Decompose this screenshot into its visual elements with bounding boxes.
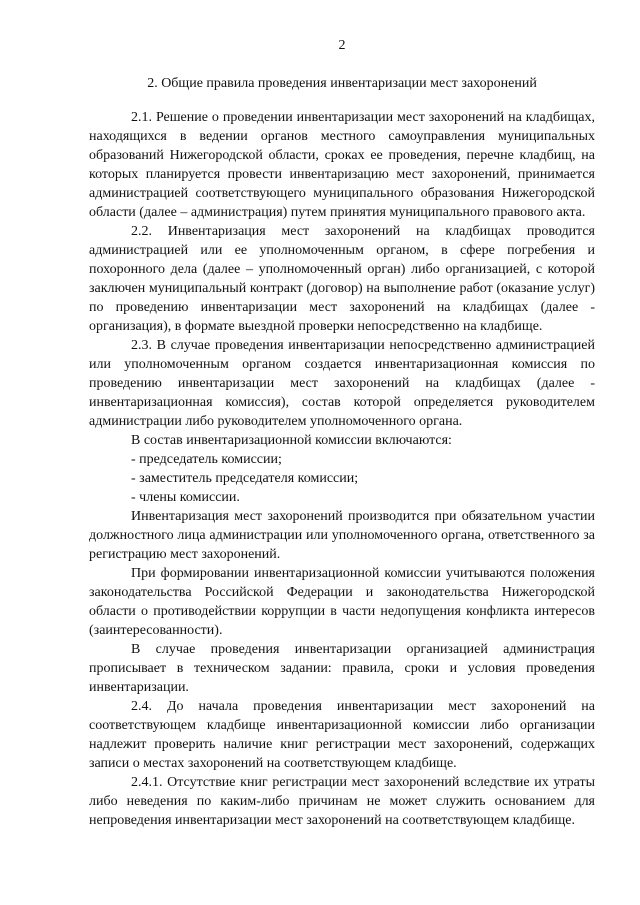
paragraph-2-4-1: 2.4.1. Отсутствие книг регистрации мест захоронений вследствие их утраты либо неведения по каким-либо причинам не может служить основанием для непроведения инвентаризации мест захоронений на соответствующем кладбище. [89, 775, 595, 828]
document-page [89, 0, 595, 905]
document-body [89, 108, 595, 830]
page-number: 2 [338, 38, 346, 53]
paragraph-2-3: 2.3. В случае проведения инвентаризации непосредственно администрацией или уполномоченным органом создается инвентаризационная комиссия по проведению инвентаризации мест захоронений на кладбищах (далее - инвентаризационная комиссия), состав которой определяется руководителем администрации либо руководителем уполномоченного органа. [89, 338, 595, 429]
list-item: - заместитель председателя комиссии; [131, 471, 359, 486]
paragraph-2-4: 2.4. До начала проведения инвентаризации мест захоронений на соответствующем кладбище инвентаризационной комиссии либо организации надлежит проверить наличие книг регистрации мест захоронений, содержащих записи о местах захоронений на соответствующем кладбище. [89, 699, 595, 771]
paragraph-2-2: 2.2. Инвентаризация мест захоронений на кладбищах проводится администрацией или ее уполномоченным органом, в сфере погребения и похоронного дела (далее – уполномоченный орган) либо организацией, с которой заключен муниципальный контракт (договор) на выполнение работ (оказание услуг) по проведению инвентаризации мест захоронений на кладбищах (далее - организация), в формате выездной проверки непосредственно на кладбище. [89, 224, 595, 334]
paragraph-anticorruption: При формировании инвентаризационной комиссии учитываются положения законодательства Российской Федерации и законодательства Нижегородской области о противодействии коррупции в части недопущения конфликта интересов (заинтересованности). [89, 566, 595, 638]
paragraph-official-participation: Инвентаризация мест захоронений производится при обязательном участии должностного лица администрации или уполномоченного органа, ответственного за регистрацию мест захоронений. [89, 509, 595, 562]
list-item: - председатель комиссии; [131, 452, 282, 467]
commission-composition-intro: В состав инвентаризационной комиссии включаются: [131, 433, 452, 448]
paragraph-technical-task: В случае проведения инвентаризации организацией администрация прописывает в техническом задании: правила, сроки и условия проведения инвентаризации. [89, 642, 595, 695]
paragraph-2-1: 2.1. Решение о проведении инвентаризации мест захоронений на кладбищах, находящихся в ведении органов местного самоуправления муниципальных образований Нижегородской области, сроках ее проведения, перечне кладбищ, на которых планируется провести инвентаризацию мест захоронений, принимается администрацией соответствующего муниципального образования Нижегородской области (далее – администрация) путем принятия муниципального правового акта. [89, 110, 595, 220]
list-item: - члены комиссии. [131, 490, 240, 505]
section-heading: 2. Общие правила проведения инвентаризации мест захоронений [147, 76, 537, 91]
